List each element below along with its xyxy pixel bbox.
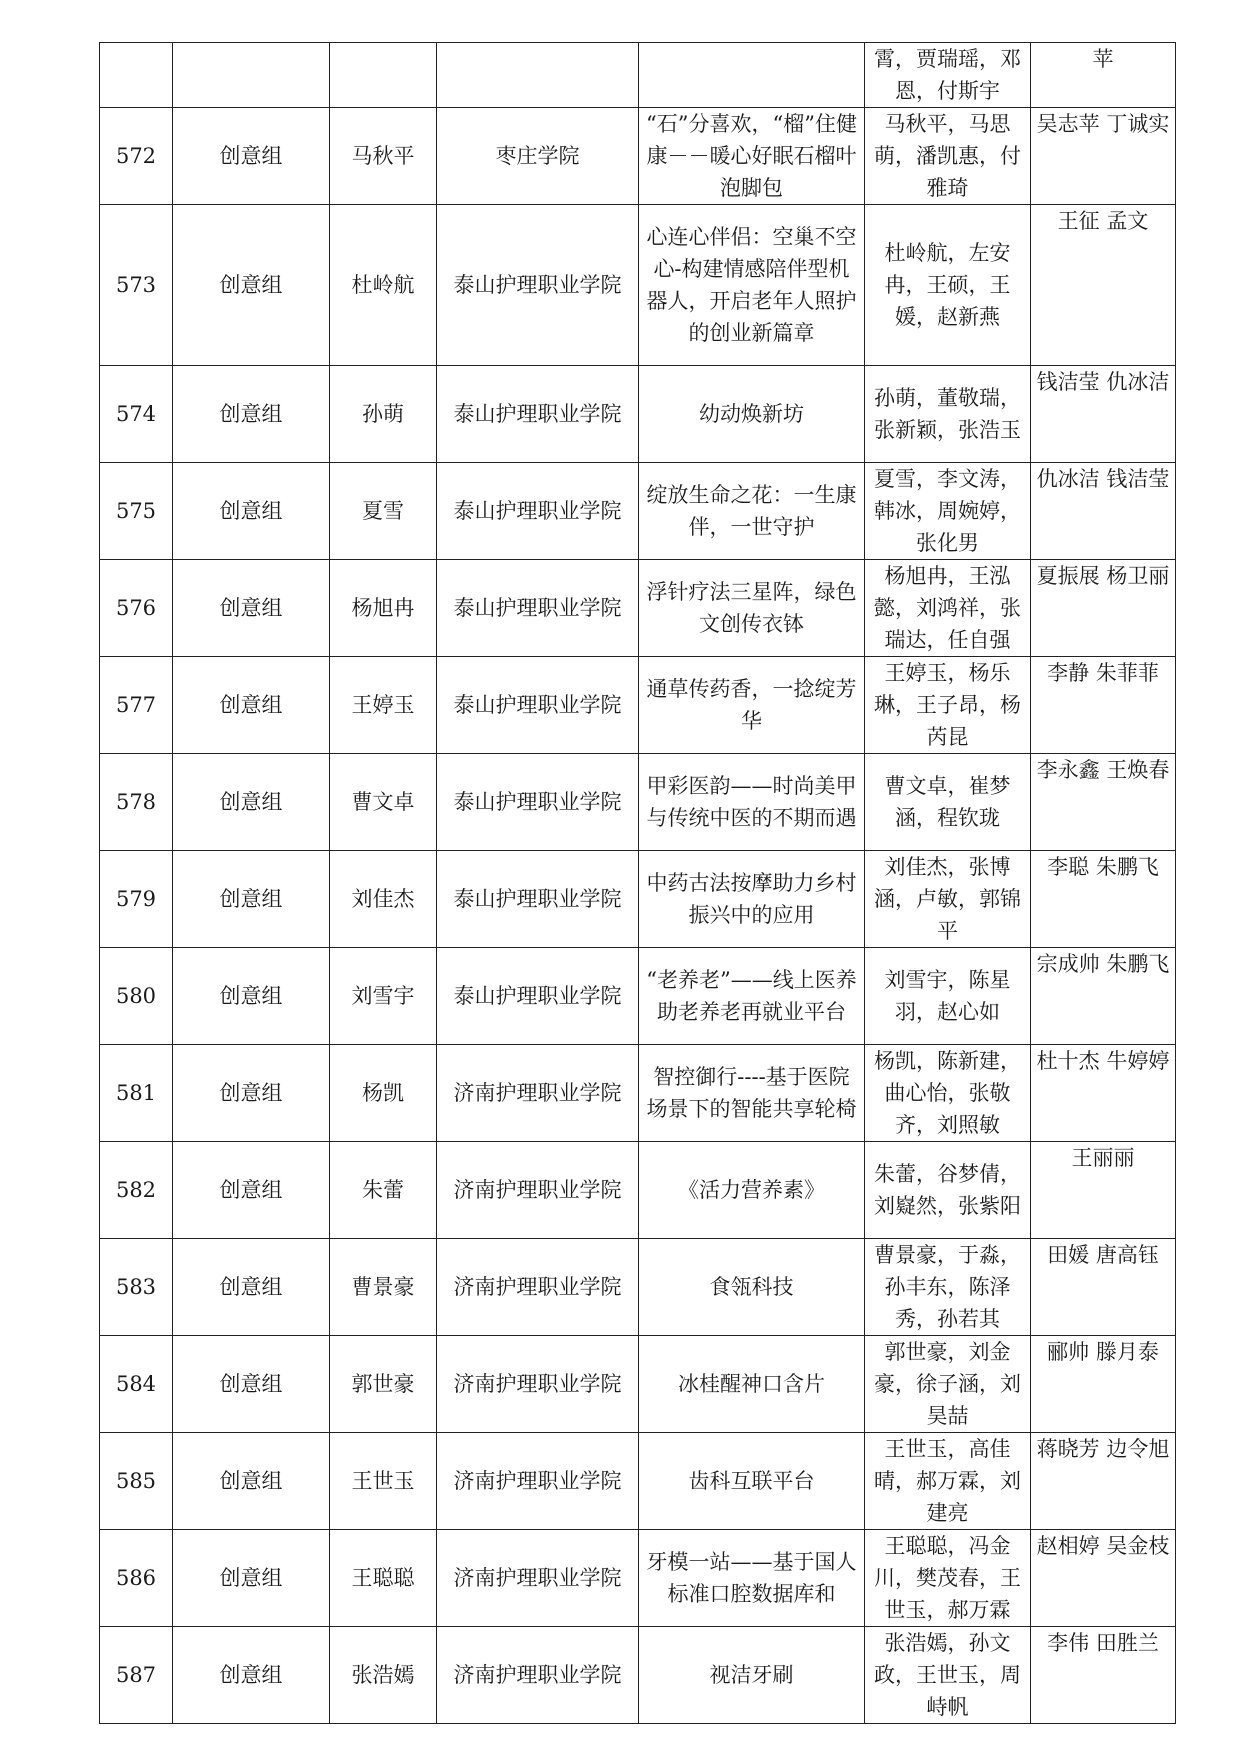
cell-no: 576 xyxy=(100,560,173,657)
cell-school: 泰山护理职业学院 xyxy=(437,657,639,754)
cell-project: 牙模一站——基于国人标准口腔数据库和 xyxy=(639,1530,865,1627)
cell-project: 视洁牙刷 xyxy=(639,1627,865,1724)
cell-no: 577 xyxy=(100,657,173,754)
cell-school xyxy=(437,43,639,108)
cell-no: 587 xyxy=(100,1627,173,1724)
cell-advisors: 王丽丽 xyxy=(1031,1142,1176,1239)
cell-no: 574 xyxy=(100,366,173,463)
cell-members: 张浩嫣，孙文政，王世玉，周峙帆 xyxy=(865,1627,1031,1724)
cell-school: 济南护理职业学院 xyxy=(437,1336,639,1433)
cell-group: 创意组 xyxy=(173,1045,330,1142)
table-row xyxy=(100,1239,1176,1336)
cell-school: 泰山护理职业学院 xyxy=(437,948,639,1045)
table-row-continued xyxy=(100,43,1176,108)
cell-no: 586 xyxy=(100,1530,173,1627)
award-list-table xyxy=(99,42,1176,1724)
cell-no xyxy=(100,43,173,108)
cell-advisors: 李聪 朱鹏飞 xyxy=(1031,851,1176,948)
table-row xyxy=(100,1627,1176,1724)
cell-leader: 马秋平 xyxy=(330,108,437,205)
cell-advisors: 蒋晓芳 边令旭 xyxy=(1031,1433,1176,1530)
table-row xyxy=(100,560,1176,657)
cell-leader: 王聪聪 xyxy=(330,1530,437,1627)
cell-advisors: 杜十杰 牛婷婷 xyxy=(1031,1045,1176,1142)
table-row xyxy=(100,1045,1176,1142)
cell-leader xyxy=(330,43,437,108)
cell-advisors: 赵相婷 吴金枝 xyxy=(1031,1530,1176,1627)
cell-school: 济南护理职业学院 xyxy=(437,1142,639,1239)
cell-advisors: 李伟 田胜兰 xyxy=(1031,1627,1176,1724)
table-row xyxy=(100,205,1176,366)
cell-project: “老养老”——线上医养助老养老再就业平台 xyxy=(639,948,865,1045)
cell-project: 冰桂醒神口含片 xyxy=(639,1336,865,1433)
cell-school: 济南护理职业学院 xyxy=(437,1045,639,1142)
cell-members: 霄，贾瑞瑶，邓恩，付斯宇 xyxy=(865,43,1031,108)
cell-members: 杨旭冉，王泓懿，刘鸿祥，张瑞达，任自强 xyxy=(865,560,1031,657)
cell-leader: 孙萌 xyxy=(330,366,437,463)
cell-group: 创意组 xyxy=(173,754,330,851)
cell-group: 创意组 xyxy=(173,366,330,463)
cell-advisors: 李静 朱菲菲 xyxy=(1031,657,1176,754)
cell-project xyxy=(639,43,865,108)
cell-project: 心连心伴侣：空巢不空心-构建情感陪伴型机器人，开启老年人照护的创业新篇章 xyxy=(639,205,865,366)
cell-leader: 王婷玉 xyxy=(330,657,437,754)
cell-members: 刘佳杰，张博涵，卢敏，郭锦平 xyxy=(865,851,1031,948)
cell-advisors: 仇冰洁 钱洁莹 xyxy=(1031,463,1176,560)
cell-advisors: 苹 xyxy=(1031,43,1176,108)
cell-group: 创意组 xyxy=(173,1336,330,1433)
cell-leader: 曹景豪 xyxy=(330,1239,437,1336)
cell-members: 孙萌，董敬瑞，张新颖，张浩玉 xyxy=(865,366,1031,463)
table-row xyxy=(100,851,1176,948)
cell-group: 创意组 xyxy=(173,463,330,560)
cell-group: 创意组 xyxy=(173,108,330,205)
cell-no: 583 xyxy=(100,1239,173,1336)
table-row xyxy=(100,1142,1176,1239)
cell-school: 枣庄学院 xyxy=(437,108,639,205)
cell-advisors: 夏振展 杨卫丽 xyxy=(1031,560,1176,657)
cell-leader: 杨旭冉 xyxy=(330,560,437,657)
table-row xyxy=(100,1336,1176,1433)
cell-leader: 朱蕾 xyxy=(330,1142,437,1239)
cell-advisors: 宗成帅 朱鹏飞 xyxy=(1031,948,1176,1045)
cell-members: 王婷玉，杨乐琳，王子昂，杨芮昆 xyxy=(865,657,1031,754)
cell-group: 创意组 xyxy=(173,1433,330,1530)
cell-group: 创意组 xyxy=(173,560,330,657)
cell-project: 齿科互联平台 xyxy=(639,1433,865,1530)
cell-no: 579 xyxy=(100,851,173,948)
cell-project: 幼动焕新坊 xyxy=(639,366,865,463)
cell-no: 585 xyxy=(100,1433,173,1530)
cell-project: 甲彩医韵——时尚美甲与传统中医的不期而遇 xyxy=(639,754,865,851)
cell-school: 泰山护理职业学院 xyxy=(437,205,639,366)
cell-members: 杜岭航，左安冉，王硕，王媛，赵新燕 xyxy=(865,205,1031,366)
cell-advisors: 王征 孟文 xyxy=(1031,205,1176,366)
cell-no: 572 xyxy=(100,108,173,205)
cell-project: 通草传药香，一捻绽芳华 xyxy=(639,657,865,754)
cell-leader: 郭世豪 xyxy=(330,1336,437,1433)
cell-advisors: 钱洁莹 仇冰洁 xyxy=(1031,366,1176,463)
cell-group: 创意组 xyxy=(173,1530,330,1627)
cell-leader: 杨凯 xyxy=(330,1045,437,1142)
cell-group: 创意组 xyxy=(173,1142,330,1239)
cell-members: 夏雪，李文涛，韩冰，周婉婷，张化男 xyxy=(865,463,1031,560)
table-row xyxy=(100,366,1176,463)
cell-project: “石”分喜欢，“榴”住健康－－暖心好眠石榴叶泡脚包 xyxy=(639,108,865,205)
cell-members: 曹景豪，于淼，孙丰东，陈泽秀，孙若其 xyxy=(865,1239,1031,1336)
cell-advisors: 田媛 唐高钰 xyxy=(1031,1239,1176,1336)
cell-school: 济南护理职业学院 xyxy=(437,1433,639,1530)
table-row xyxy=(100,657,1176,754)
cell-school: 泰山护理职业学院 xyxy=(437,851,639,948)
cell-group: 创意组 xyxy=(173,1239,330,1336)
cell-school: 济南护理职业学院 xyxy=(437,1530,639,1627)
cell-school: 泰山护理职业学院 xyxy=(437,754,639,851)
cell-members: 王聪聪，冯金川，樊茂春，王世玉，郝万霖 xyxy=(865,1530,1031,1627)
cell-members: 曹文卓，崔梦涵，程钦珑 xyxy=(865,754,1031,851)
cell-leader: 刘雪宇 xyxy=(330,948,437,1045)
table-row xyxy=(100,754,1176,851)
cell-group xyxy=(173,43,330,108)
cell-group: 创意组 xyxy=(173,948,330,1045)
cell-no: 584 xyxy=(100,1336,173,1433)
cell-school: 济南护理职业学院 xyxy=(437,1627,639,1724)
cell-leader: 杜岭航 xyxy=(330,205,437,366)
cell-members: 马秋平，马思萌，潘凯惠，付雅琦 xyxy=(865,108,1031,205)
cell-members: 王世玉，高佳晴，郝万霖，刘建亮 xyxy=(865,1433,1031,1530)
cell-project: 浮针疗法三星阵，绿色文创传衣钵 xyxy=(639,560,865,657)
cell-leader: 张浩嫣 xyxy=(330,1627,437,1724)
table-row xyxy=(100,108,1176,205)
cell-members: 刘雪宇，陈星羽，赵心如 xyxy=(865,948,1031,1045)
cell-no: 578 xyxy=(100,754,173,851)
cell-no: 581 xyxy=(100,1045,173,1142)
cell-advisors: 吴志苹 丁诚实 xyxy=(1031,108,1176,205)
cell-project: 食瓴科技 xyxy=(639,1239,865,1336)
cell-group: 创意组 xyxy=(173,1627,330,1724)
cell-leader: 夏雪 xyxy=(330,463,437,560)
table-row xyxy=(100,948,1176,1045)
cell-project: 《活力营养素》 xyxy=(639,1142,865,1239)
cell-project: 中药古法按摩助力乡村振兴中的应用 xyxy=(639,851,865,948)
table-row xyxy=(100,1530,1176,1627)
cell-advisors: 李永鑫 王焕春 xyxy=(1031,754,1176,851)
cell-no: 575 xyxy=(100,463,173,560)
cell-members: 郭世豪，刘金豪，徐子涵，刘昊喆 xyxy=(865,1336,1031,1433)
cell-no: 573 xyxy=(100,205,173,366)
cell-group: 创意组 xyxy=(173,205,330,366)
cell-group: 创意组 xyxy=(173,851,330,948)
cell-leader: 王世玉 xyxy=(330,1433,437,1530)
cell-school: 济南护理职业学院 xyxy=(437,1239,639,1336)
cell-no: 580 xyxy=(100,948,173,1045)
cell-members: 杨凯，陈新建，曲心怡，张敬齐，刘照敏 xyxy=(865,1045,1031,1142)
cell-project: 智控御行----基于医院场景下的智能共享轮椅 xyxy=(639,1045,865,1142)
cell-advisors: 郦帅 滕月泰 xyxy=(1031,1336,1176,1433)
cell-school: 泰山护理职业学院 xyxy=(437,463,639,560)
cell-school: 泰山护理职业学院 xyxy=(437,560,639,657)
cell-members: 朱蕾，谷梦倩，刘嶷然，张紫阳 xyxy=(865,1142,1031,1239)
cell-group: 创意组 xyxy=(173,657,330,754)
table-body xyxy=(100,43,1176,1724)
table-row xyxy=(100,463,1176,560)
cell-no: 582 xyxy=(100,1142,173,1239)
cell-leader: 曹文卓 xyxy=(330,754,437,851)
cell-project: 绽放生命之花：一生康伴，一世守护 xyxy=(639,463,865,560)
cell-school: 泰山护理职业学院 xyxy=(437,366,639,463)
cell-leader: 刘佳杰 xyxy=(330,851,437,948)
table-row xyxy=(100,1433,1176,1530)
